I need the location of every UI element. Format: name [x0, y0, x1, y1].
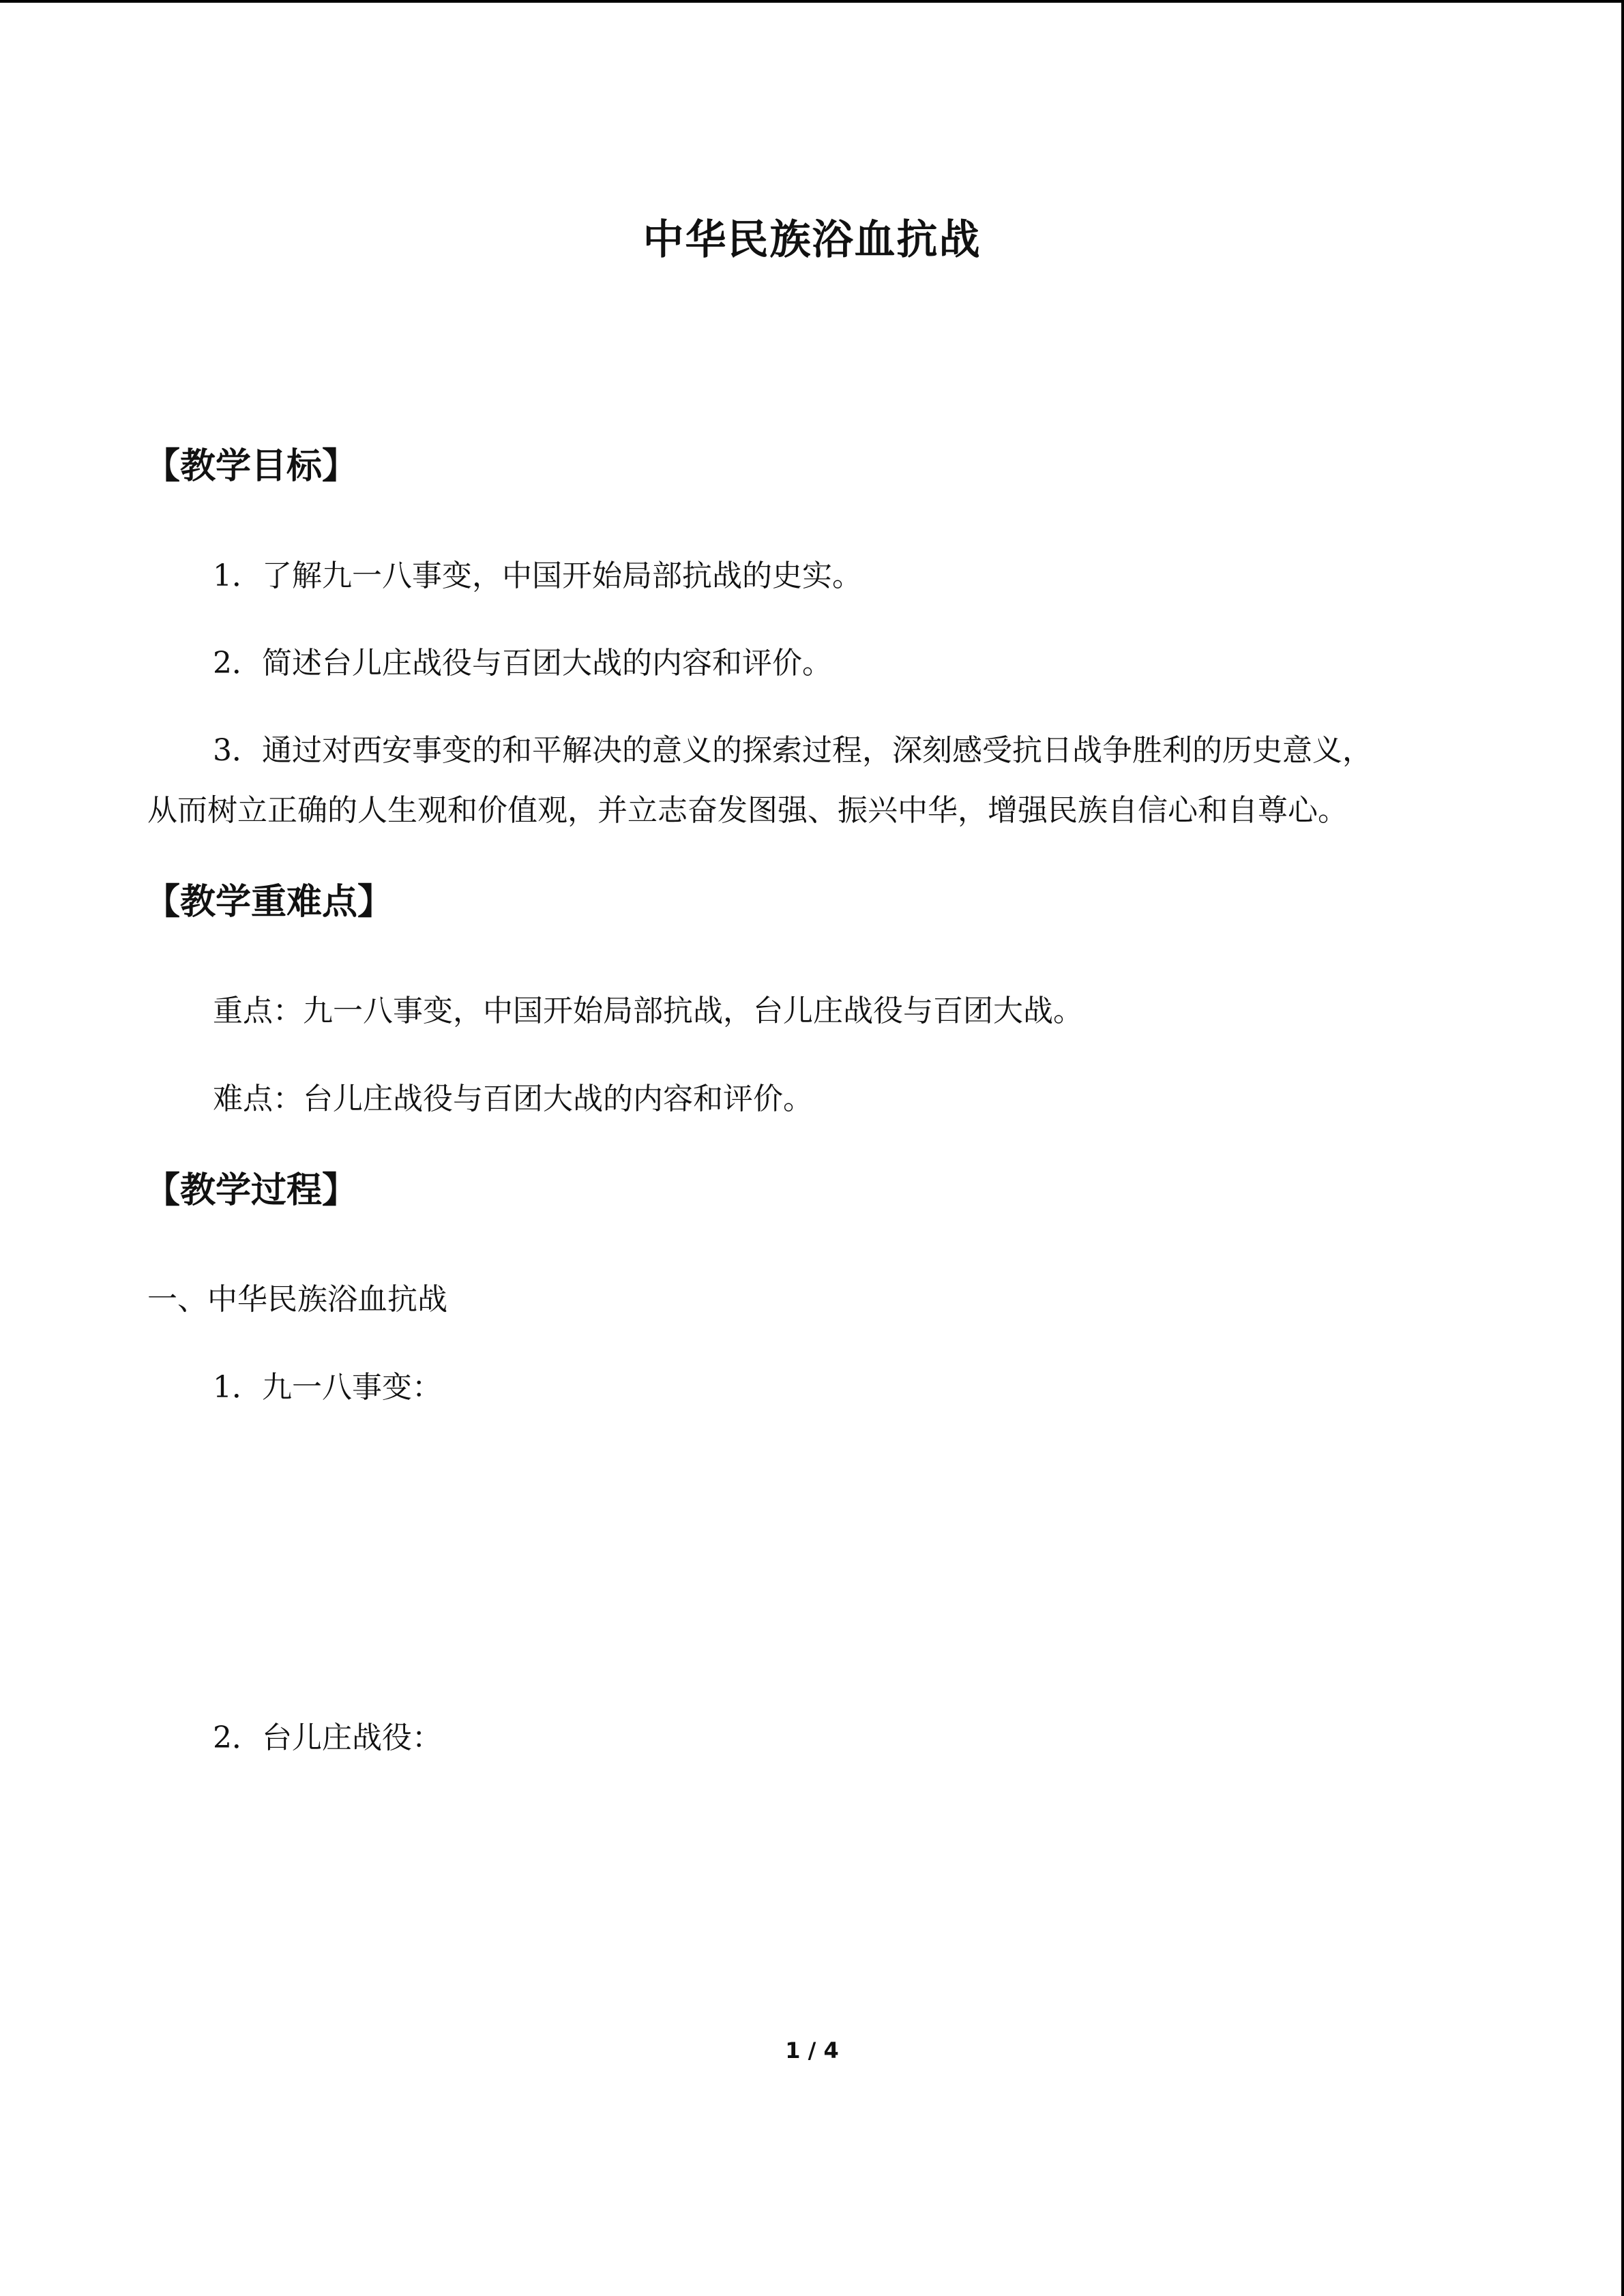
heading-objectives: 【教学目标】 — [145, 446, 358, 487]
objective-item-3: 3．通过对西安事变的和平解决的意义的探索过程，深刻感受抗日战争胜利的历史意义， — [213, 733, 1372, 768]
heading-process: 【教学过程】 — [145, 1170, 358, 1211]
document-title: 中华民族浴血抗战 — [643, 216, 981, 264]
process-item-2: 2．台儿庄战役： — [213, 1720, 442, 1755]
process-subheading: 一、中华民族浴血抗战 — [147, 1282, 447, 1317]
key-point-emphasis: 重点：九一八事变，中国开始局部抗战，台儿庄战役与百团大战。 — [213, 994, 1083, 1028]
page-right-border — [1621, 0, 1624, 2296]
page-top-border — [0, 0, 1624, 3]
objective-item-2: 2．简述台儿庄战役与百团大战的内容和评价。 — [213, 646, 832, 681]
objective-item-3-continued: 从而树立正确的人生观和价值观，并立志奋发图强、振兴中华，增强民族自信心和自尊心。 — [147, 793, 1348, 828]
objective-item-1: 1．了解九一八事变，中国开始局部抗战的史实。 — [213, 558, 862, 593]
key-point-difficulty: 难点：台儿庄战役与百团大战的内容和评价。 — [213, 1082, 813, 1116]
heading-key-points: 【教学重难点】 — [145, 882, 394, 923]
process-item-1: 1．九一八事变： — [213, 1370, 442, 1405]
page-number: 1 / 4 — [785, 2038, 839, 2063]
